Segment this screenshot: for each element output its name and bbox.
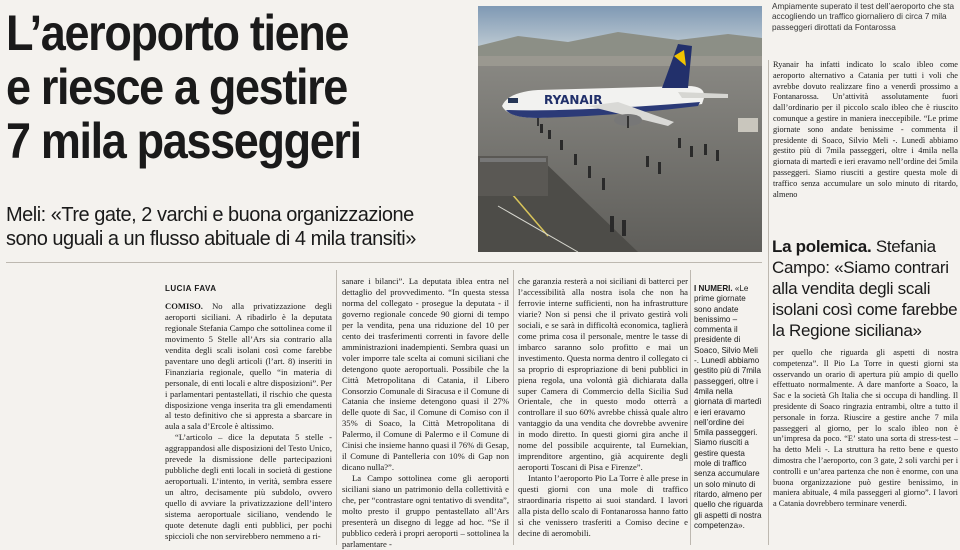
- article-paragraph: [165, 301, 332, 432]
- byline: LUCIA FAVA: [165, 284, 217, 293]
- divider: [6, 262, 762, 263]
- article-paragraph: Ryanair ha infatti indicato lo scalo ibleo come aeroporto alternativo a Catania per tutti i voli che avrebbe dovuto realizzare fino a venerdì prossimo a Fontanarossa. Un’attività assolutamente fuori dall’ordinario per il piccolo scalo ibleo che è riuscito comunque a gestire in maniera ineccepibile. “Le prime giornate sono andate benissime - commenta il presidente di Soaco, Silvio Meli -. Lunedì abbiamo gestito più di 7mila passeggeri, oltre i 4mila nella giornata di martedì e ieri eravamo nell’ordine dei 5mila passeggeri. Siamo riusciti a gestire questa mole di traffico senza accumulare un solo minuto di ritardo, almeno: [773, 60, 958, 199]
- subheadline-line-1: Meli: «Tre gate, 2 varchi e buona organizzazione: [6, 204, 414, 226]
- article-paragraph: sanare i bilanci”. La deputata iblea entra nel dettaglio del provvedimento. “In questa stessa norma del collegato - prosegue la deputata - il governo regionale concede 90 giorni di tempo per la vendita, pena una riduzione del 10 per cento dei trasferimenti correnti in favore delle amministrazioni inadempienti. Sembra quasi un voler imporre tale scelta ai comuni siciliani che detengono quote aeroportuali. Possibile che la Città Metropolitana di Catania, il Libero Consorzio Comunale di Siracusa e il Comune di Catania che insieme detengono quasi il 27% delle quote di Sac, il Comune di Comiso con il 35% di Soaco, la Città Metropolitana di Palermo, il Comune di Palermo e il Comune di Cinisi che insieme hanno quasi il 76% di Gesap, il Comune di Pantelleria con 10% di Gap non dicano nulla?”.: [342, 276, 509, 473]
- dateline: COMISO.: [165, 300, 203, 311]
- article-paragraph: La Campo sottolinea come gli aeroporti siciliani siano un patrimonio della collettività e che, per “contrastare ogni tentativo di svendita”, molto presto il gruppo pentastellato all’Ars presenterà un disegno di legge ad hoc. “Se il pubblico cederà i propri aeroporti – sottolinea la parlamentare -: [342, 473, 509, 549]
- polemica-box: [772, 236, 958, 341]
- numbers-label: I NUMERI.: [694, 284, 733, 293]
- article-paragraph: Intanto l’aeroporto Pio La Torre è alle prese in questi giorni con una mole di traffico straordinaria rispetto ai suoi standard. I lavori alla pista dello scalo di Fontanarossa hanno fatto sì che venissero trasferiti a Comiso decine e decine di aeromobili.: [518, 473, 688, 538]
- numbers-text: «Le prime giornate sono andate benissimo – commenta il presidente di Soaco, Silvio Meli -. Lunedì abbiamo gestito più di 7mila passeggeri, oltre i 4mila nella giornata di martedì e ieri eravamo nell’ordine dei 5mila passeggeri. Siamo riusciti a gestire questa mole di traffico senza accumulare un solo minuto di ritardo, almeno per quello che riguarda gli aspetti di nostra competenza».: [694, 284, 763, 530]
- subheadline: [6, 203, 476, 251]
- headline-line-3: 7 mila passeggeri: [6, 113, 361, 169]
- headline-line-1: L’aeroporto tiene: [6, 5, 349, 61]
- article-paragraph: “L’articolo – dice la deputata 5 stelle - aggrappandosi alle disposizioni del Testo Unico, prevede la dismissione delle partecipazioni pubbliche degli enti locali in società di gestione aeroportuali. L’intento, in verità, sembra essere un altro, decisamente più subdolo, ovvero quello di avviare la privatizzazione dell’intero sistema aeroportuale siciliano, vendendo le quote detenute dagli enti pubblici, per pochi spiccioli che non servirebbero nemmeno a ri-: [165, 432, 332, 541]
- article-column-5-top: [773, 60, 958, 200]
- column-divider: [690, 270, 691, 545]
- column-divider: [513, 270, 514, 545]
- photo-caption: Ampiamente superato il test dell’aeroporto che sta accogliendo un traffico giornaliero di circa 7 mila passeggeri dirottati da Fontarossa: [772, 2, 955, 32]
- numbers-box: [694, 284, 764, 531]
- airport-photo: [478, 6, 762, 252]
- article-column-2: [342, 276, 509, 550]
- column-divider: [336, 270, 337, 545]
- subheadline-line-2: sono uguali a un flusso abituale di 4 mila transiti»: [6, 228, 416, 250]
- polemica-kicker: La polemica.: [772, 237, 872, 256]
- paragraph-text: No alla privatizzazione degli aeroporti siciliani. A ribadirlo è la deputata regionale Stefania Campo che sottolinea come il movimento 5 Stelle all’Ars sia contrario alla vendita degli scali isolani così come farebbe paventare uno degli articoli (l’art. 8) inseriti in Finanziaria regionale, quello “in materia di personale, di enti locali e altre disposizioni”. Per i parlamentari pentastellati, il rischio che questa disposizione venga inserita tra gli emendamenti al testo definitivo che si appresta a sbarcare in aula a sala d’Ercole è altissimo.: [165, 300, 332, 432]
- aircraft-livery-text: RYANAIR: [544, 93, 603, 107]
- article-column-3: [518, 276, 688, 539]
- article-paragraph: che garanzia resterà a noi siciliani di batterci per l’accessibilità alla nostra isola che non ha ferrovie interne sufficienti, non ha infrastrutture viarie? Non si pensi che il privato gestirà voli sociali, e se sarà in difficoltà economica, taglierà come prima cosa il personale, mentre le tasse di imbarco saranno solo profitto e mai un investimento. Questa norma dentro il collegato ci sa proprio di espropriazione di beni pubblici in piena regola, una volontà già dichiarata dalla super Camera di Commercio della Sicilia Sud Orientale, che in questo modo otterrà a controllare il suo 60% avrebbe chissà quale altro vantaggio da una vendita che dovrebbe avvenire in modo diretto. In questi giorni gira anche il nome del possibile acquirente, tal Eurnekian, imprenditore argentino, già acquirente degli aeroporti Toscani di Pisa e Firenze”.: [518, 276, 688, 473]
- headline-line-2: e riesce a gestire: [6, 59, 347, 115]
- article-column-5-bottom: [773, 348, 958, 510]
- article-column-1: [165, 284, 332, 542]
- airport-photo-illustration: [478, 6, 762, 252]
- headline: [6, 6, 467, 168]
- polemica-text: Stefania Campo: «Siamo contrari alla vendita degli scali isolani così come farebbe la Regione siciliana»: [772, 237, 958, 340]
- article-paragraph: per quello che riguarda gli aspetti di nostra competenza”. Il Pio La Torre in questi giorni sta osservando un orario di apertura più ampio di quello effettuato normalmente. A dare manforte a Soaco, la Sac e la società Gh Italia che si occupa di handling. Il presidente di Soaco ringrazia entrambi, oltre a tutto il personale in forza. Riuscire a gestire anche 7 mila passeggeri al giorno, per lo scalo ibleo non è un’impresa da poco. “E’ stato una sorta di stress-test – ha detto Meli -. La struttura ha retto bene e questo dimostra che l’aeroporto, con 3 gate, 2 soli varchi per i controlli e un’area partenza che non è enorme, con una buona organizzazione può gestire benissimo, in maniera abituale, 4 mila passeggeri al giorno”. I lavori a Catania dovrebbero terminare venerdì.: [773, 348, 958, 509]
- column-divider: [768, 60, 769, 545]
